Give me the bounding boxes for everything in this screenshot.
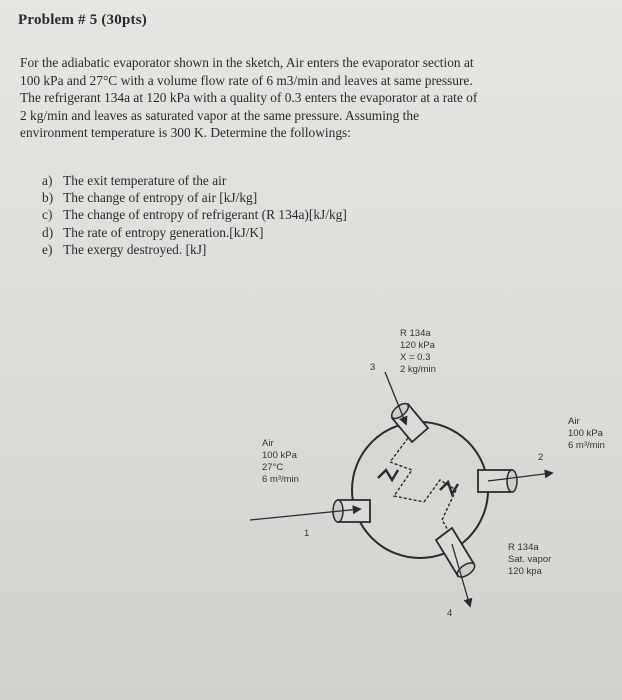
air-inlet-label bbox=[262, 438, 299, 486]
label-line: 120 kPa bbox=[400, 340, 435, 351]
question-text: The change of entropy of air [kJ/kg] bbox=[63, 190, 258, 206]
air-inlet-pipe bbox=[250, 500, 370, 522]
air-outlet-pipe bbox=[478, 470, 552, 492]
problem-title: Problem # 5 (30pts) bbox=[18, 12, 147, 28]
label-line: 6 m³/min bbox=[262, 474, 299, 485]
state-number-2: 2 bbox=[538, 452, 544, 463]
statement-line: environment temperature is 300 K. Determine the followings: bbox=[20, 125, 351, 140]
label-line: X = 0.3 bbox=[400, 352, 431, 363]
label-line: 120 kpa bbox=[508, 566, 542, 577]
statement-line: The refrigerant 134a at 120 kPa with a quality of 0.3 enters the evaporator at a rate of bbox=[20, 90, 478, 105]
question-label: d) bbox=[42, 224, 54, 240]
label-line: 100 kPa bbox=[568, 428, 603, 439]
question-text: The rate of entropy generation.[kJ/K] bbox=[63, 224, 264, 240]
question-label: e) bbox=[42, 241, 53, 257]
question-label: b) bbox=[42, 190, 54, 206]
label-line: Air bbox=[568, 416, 580, 427]
r134a-outlet-label bbox=[508, 542, 551, 578]
label-line: 100 kPa bbox=[262, 450, 297, 461]
state-number-3: 3 bbox=[370, 362, 376, 373]
statement-line: 100 kPa and 27°C with a volume flow rate of 6 m3/min and leaves at same pressure. bbox=[20, 72, 473, 88]
question-text: The change of entropy of refrigerant (R 134a)[kJ/kg] bbox=[63, 207, 347, 223]
statement-line: 2 kg/min and leaves as saturated vapor at the same pressure. Assuming the bbox=[20, 107, 420, 123]
label-line: 2 kg/min bbox=[400, 364, 436, 375]
state-number-1: 1 bbox=[304, 528, 310, 539]
state-number-4: 4 bbox=[447, 608, 453, 619]
question-text: The exergy destroyed. [kJ] bbox=[63, 241, 207, 257]
air-outlet-label bbox=[568, 416, 605, 452]
r134a-outlet-pipe bbox=[436, 528, 477, 606]
label-line: 6 m³/min bbox=[568, 440, 605, 451]
question-label: a) bbox=[42, 173, 53, 188]
question-text: The exit temperature of the air bbox=[63, 173, 227, 188]
question-label: c) bbox=[42, 207, 53, 223]
r134a-inlet-label bbox=[400, 328, 436, 376]
label-line: R 134a bbox=[400, 328, 431, 339]
statement-line: For the adiabatic evaporator shown in the sketch, Air enters the evaporator section at bbox=[20, 55, 474, 70]
label-line: 27°C bbox=[262, 462, 284, 473]
evaporator-body bbox=[352, 422, 488, 558]
label-line: R 134a bbox=[508, 542, 539, 553]
label-line: Sat. vapor bbox=[508, 554, 552, 565]
label-line: Air bbox=[262, 438, 274, 449]
